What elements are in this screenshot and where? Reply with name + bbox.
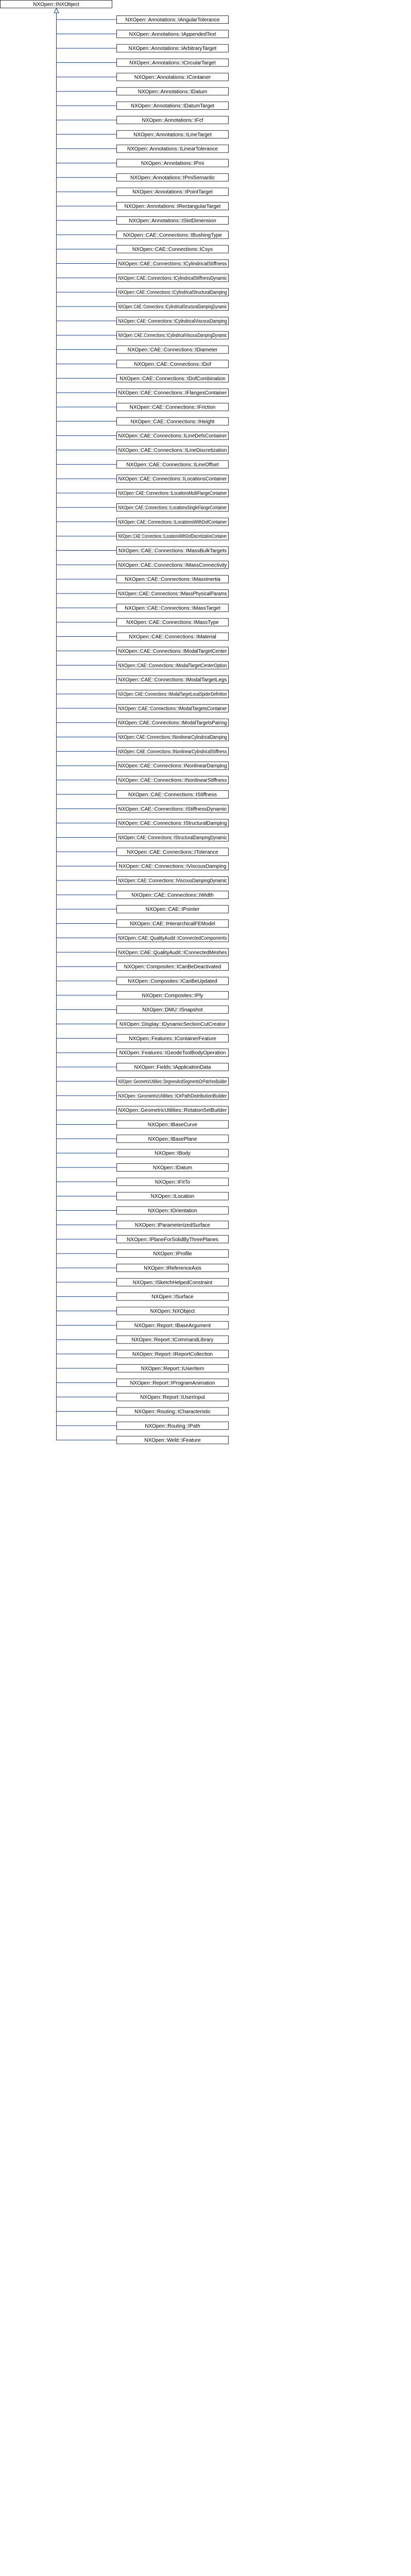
class-node-nxopen-cae-connections-inonlineardamping[interactable] [117,762,229,770]
class-node-nxopen-cae-connections-icsys[interactable] [117,245,229,253]
class-node-label: NXOpen::Annotations::IPmi [141,161,204,166]
class-node-nxopen-ibaseplane[interactable] [117,1135,229,1143]
class-node-nxopen-geometricutilities-degreesandsegmentsorpatchesbuilder[interactable] [117,1077,229,1085]
class-node-label: NXOpen::CAE::Connections::IMassType [126,620,219,626]
class-node-nxopen-cae-connections-ilocationssingleflangecontainer[interactable] [117,503,229,511]
class-node-label: NXOpen::Composites::ICanBeUpdated [128,978,217,985]
class-node-label: NXOpen::CAE::Connections::ILineOffset [126,462,219,468]
class-node-nxopen-cae-connections-inonlinearcylindricaldamping[interactable] [117,733,229,741]
class-node-label: NXOpen::Annotations::IDatum [138,89,208,95]
class-node-label: NXOpen::GeometricUtilities::DegreesAndSegmentsOrPatchesBuilder [118,1079,227,1085]
class-node-label: NXOpen::ISketchHelpedConstraint [132,1280,213,1286]
class-node-label: NXOpen::GeometricUtilities::IOrPathDistributionBuilder [118,1093,228,1099]
class-node-label: NXOpen::IPlaneForSolidByThreePlanes [127,1236,218,1243]
class-node-nxopen-ilocation[interactable] [117,1192,229,1200]
class-node-nxopen-cae-qualityaudit-iconnectedmeshes[interactable] [117,948,229,956]
class-node-nxopen-annotations-iappendedtext[interactable] [117,30,229,38]
class-node-nxopen-cae-connections-imasstype[interactable] [117,618,229,626]
class-node-nxopen-cae-connections-ilocationswithdofcontainer[interactable] [117,518,229,526]
class-node-label: NXOpen::Report::ICommandLibrary [131,1337,214,1343]
class-node-label: NXOpen::CAE::Connections::IFriction [129,404,216,411]
class-node-nxopen-cae-connections-icylindricalviscousdampingdynamic[interactable] [117,331,229,339]
class-node-nxopen-annotations-idatum[interactable] [117,88,229,95]
root-node[interactable] [1,1,112,8]
class-node-nxopen-cae-connections-ilinedefscontainer[interactable] [117,432,229,439]
class-node-label: NXOpen::Annotations::ILinearTolerance [127,146,218,152]
class-node-label: NXOpen::CAE::Connections::IModalTargetCenter [118,648,228,654]
class-node-label: NXOpen::Annotations::ICircularTarget [129,60,216,66]
class-node-label: NXOpen::IReferenceAxis [144,1265,201,1272]
class-node-nxopen-iparameterizedsurface[interactable] [117,1221,229,1229]
class-node-label: NXOpen::Annotations::ILineTarget [133,132,212,138]
class-node-nxopen-routing-icharacteristic[interactable] [117,1408,229,1415]
class-node-label: NXOpen::CAE::Connections::ILocationsWithDofDiscretizationContainer [118,534,227,540]
class-node-label: NXOpen::CAE::Connections::INonlinearStiffness [118,777,227,784]
class-node-nxopen-composites-icanbeupdated[interactable] [117,977,229,985]
class-node-nxopen-annotations-ipmi[interactable] [117,159,229,167]
class-node-nxopen-isurface[interactable] [117,1293,229,1300]
class-node-nxopen-cae-connections-icylindricalstiffnessdynamic[interactable] [117,274,229,282]
class-node-label: NXOpen::Annotations::IFcf [142,117,203,124]
class-node-nxopen-cae-connections-istructuraldamping[interactable] [117,819,229,827]
class-node-label: NXOpen::Report::IUserInput [140,1395,205,1401]
class-node-label: NXOpen::CAE::Connections::ILineDiscretization [118,448,227,453]
class-node-label: NXOpen::CAE::Connections::IHeight [130,419,215,425]
class-node-nxopen-cae-connections-imodaltargetlocalspiderdefinition[interactable] [117,690,229,698]
class-node-label: NXOpen::CAE::Connections::ILocationsMultiFlangeContainer [118,490,228,497]
class-node-label: NXOpen::GeometricUtilities::RotationSetBuilder [118,1108,228,1114]
class-node-label: NXOpen::Features::IContainerFeature [129,1036,216,1042]
class-node-nxopen-cae-connections-ilinediscretization[interactable] [117,446,229,454]
class-node-label: NXOpen::CAE::Connections::INonlinearDamping [118,763,227,769]
class-node-label: NXOpen::IProfile [153,1251,192,1257]
class-node-nxopen-cae-connections-istructuraldampingdynamic[interactable] [117,834,229,841]
class-node-label: NXOpen::Routing::IPath [145,1423,200,1429]
class-node-nxopen-cae-connections-icylindricalstructuraldampingdynamic[interactable] [117,303,229,311]
class-node-nxopen-composites-icanbedeactivated[interactable] [117,963,229,971]
class-node-nxopen-cae-connections-ilineoffset[interactable] [117,461,229,468]
class-node-label: NXOpen::CAE::Connections::ILineDefsContainer [118,433,228,439]
class-node-label: NXOpen::CAE::Connections::IStiffness [128,792,217,798]
class-node-nxopen-cae-connections-istiffnessdynamic[interactable] [117,805,229,812]
class-node-label: NXOpen::IOrientation [148,1208,197,1214]
class-node-label: NXOpen::Routing::ICharacteristic [134,1409,211,1415]
class-node-nxopen-display-idynamicsectioncutcreator[interactable] [117,1020,229,1028]
child-nodes [117,16,229,1444]
class-node-label: NXOpen::Annotations::IRectangularTarget [124,204,221,210]
class-node-label: NXOpen::CAE::Connections::IStructuralDamping [118,821,227,827]
class-node-label: NXOpen::CAE::Connections::IModalTargetLocalSpiderDefinition [118,691,227,698]
class-node-nxopen-cae-connections-ilocationscontainer[interactable] [117,475,229,483]
class-node-label: NXOpen::CAE::Connections::IWidth [131,892,214,899]
class-node-nxopen-annotations-ilineartolerance[interactable] [117,145,229,152]
class-node-nxopen-cae-connections-iwidth[interactable] [117,891,229,899]
class-node-nxopen-cae-connections-inonlinearcylindricalstiffness[interactable] [117,748,229,755]
class-node-label: NXOpen::CAE::Connections::IViscousDampingDynamic [118,878,227,884]
class-node-label: NXOpen::CAE::Connections::IDiameter [127,347,218,353]
class-node-label: NXOpen::Annotations::IDatumTarget [130,103,215,109]
class-node-label: NXOpen::CAE::Connections::IMassPhysicalParams [118,591,227,597]
class-node-nxopen-cae-connections-idiameter[interactable] [117,346,229,353]
class-node-nxopen-ifitto[interactable] [117,1178,229,1185]
class-node-nxopen-cae-connections-iviscousdamping[interactable] [117,862,229,870]
class-node-nxopen-annotations-islotdimension[interactable] [117,216,229,224]
class-node-nxopen-annotations-icirculartarget[interactable] [117,59,229,66]
class-node-label: NXOpen::DMU::ISnapshot [142,1007,203,1013]
class-node-label: NXOpen::Annotations::IAngularTolerance [125,17,220,23]
class-node-nxopen-annotations-ilinetarget[interactable] [117,130,229,138]
class-node-label: NXOpen::Report::IUserItem [141,1366,204,1372]
class-node-label: NXOpen::CAE::Connections::IMassInertia [125,577,220,583]
class-node-nxopen-cae-connections-idofcombination[interactable] [117,375,229,382]
class-node-label: NXOpen::CAE::Connections::IStructuralDampingDynamic [118,835,227,841]
class-node-nxopen-iplaneforsolidbythreeplanes[interactable] [117,1235,229,1243]
class-node-label: NXOpen::CAE::Connections::ICylindricalViscousDamping [118,318,227,325]
class-node-nxopen-cae-connections-istiffness[interactable] [117,790,229,798]
class-node-label: NXOpen::CAE::Connections::IMassBulkTargets [118,548,227,554]
class-node-label: NXOpen::ISurface [151,1294,194,1300]
class-node-label: NXOpen::Annotations::IArbitraryTarget [128,46,217,52]
class-node-label: NXOpen::CAE::Connections::IViscousDamping [118,863,227,870]
class-node-nxopen-annotations-icontainer[interactable] [117,73,229,81]
class-node-label: NXOpen::ILocation [150,1194,195,1200]
class-node-label: NXOpen::CAE::Connections::ILocationsSingleFlangeContainer [118,505,228,511]
class-node-nxopen-geometricutilities-rotationsetbuilder[interactable] [117,1106,229,1114]
class-node-nxopen-features-igeodetoolbodyoperation[interactable] [117,1049,229,1057]
class-node-nxopen-iprofile[interactable] [117,1250,229,1258]
class-node-nxopen-cae-connections-iviscousdampingdynamic[interactable] [117,877,229,885]
class-node-nxopen-annotations-ipointtarget[interactable] [117,188,229,196]
class-node-nxopen-nxobject[interactable] [117,1307,229,1315]
class-node-label: NXOpen::IParameterizedSurface [134,1222,211,1228]
class-node-nxopen-report-ireportcollection[interactable] [117,1350,229,1358]
class-node-nxopen-ibody[interactable] [117,1149,229,1157]
class-node-label: NXOpen::CAE::Connections::IMaterial [129,634,216,640]
class-node-label: NXOpen::CAE::IHierarchicalFEModel [130,921,215,927]
class-node-nxopen-idatum[interactable] [117,1164,229,1172]
class-node-nxopen-cae-ipointer[interactable] [117,905,229,913]
class-node-label: NXOpen::CAE::Connections::ICylindricalStiffnessDynamic [118,275,227,281]
class-node-nxopen-iorientation[interactable] [117,1207,229,1214]
class-node-nxopen-cae-connections-icylindricalstiffness[interactable] [117,260,229,267]
class-node-nxopen-cae-connections-imassinertia[interactable] [117,575,229,583]
class-node-label: NXOpen::CAE::Connections::INonlinearCylindricalDamping [118,735,227,740]
class-node-label: NXOpen::NXObject [150,1309,195,1314]
class-node-label: NXOpen::CAE::Connections::IModalTargetsPairing [118,720,227,726]
class-node-nxopen-cae-connections-icylindricalstructuraldamping[interactable] [117,289,229,296]
class-node-nxopen-weld-ifeature[interactable] [117,1436,229,1444]
class-node-label: NXOpen::CAE::Connections::INonlinearCylindricalStiffness [118,749,227,755]
class-node-nxopen-cae-connections-iheight[interactable] [117,417,229,425]
class-node-nxopen-report-iprogramanimation[interactable] [117,1379,229,1386]
class-node-label: NXOpen::CAE::Connections::ICylindricalStiffness [118,261,227,267]
class-node-label: NXOpen::Report::IBaseArgument [134,1323,211,1329]
class-node-nxopen-cae-connections-imassconnectivity[interactable] [117,561,229,569]
class-node-nxopen-features-icontainerfeature[interactable] [117,1035,229,1042]
class-node-label: NXOpen::CAE::Connections::IStiffnessDynamic [118,806,227,812]
class-node-nxopen-report-ibaseargument[interactable] [117,1321,229,1329]
class-node-nxopen-cae-connections-ilocationswithdofdiscretizationcontainer[interactable] [117,532,229,540]
class-node-label: NXOpen::Composites::ICanBeDeactivated [124,964,221,970]
class-node-nxopen-cae-connections-imodaltargetlegs[interactable] [117,676,229,684]
class-node-label: NXOpen::CAE::Connections::IMassConnectivity [118,562,227,568]
class-node-nxopen-cae-qualityaudit-iconnectedcomponents[interactable] [117,934,229,942]
class-node-label: NXOpen::CAE::Connections::IFlangesContainer [118,390,228,396]
class-node-label: NXOpen::Fields::IApplicationData [134,1064,211,1071]
class-node-label: NXOpen::CAE::IPointer [145,907,200,913]
class-node-label: NXOpen::CAE::Connections::IDofCombination [119,376,226,382]
class-node-nxopen-cae-connections-imodaltargetcenter[interactable] [117,647,229,655]
class-node-label: NXOpen::Report::IProgramAnimation [130,1380,215,1386]
class-node-nxopen-cae-connections-iflangescontainer[interactable] [117,389,229,397]
class-node-nxopen-report-iuseritem[interactable] [117,1364,229,1372]
inheritance-arrowhead [54,8,59,13]
class-node-nxopen-annotations-iarbitrarytarget[interactable] [117,44,229,52]
class-node-label: NXOpen::CAE::Connections::IModalTargetLegs [118,677,227,683]
class-node-nxopen-cae-connections-inonlinearstiffness[interactable] [117,776,229,784]
class-node-nxopen-cae-connections-idof[interactable] [117,360,229,368]
class-node-label: NXOpen::Features::IGeodeToolBodyOperation [119,1050,226,1056]
class-node-label: NXOpen::IBaseCurve [147,1122,198,1128]
class-node-nxopen-dmu-isnapshot[interactable] [117,1006,229,1013]
class-node-nxopen-cae-connections-ifriction[interactable] [117,403,229,411]
class-node-label: NXOpen::CAE::Connections::ICsys [132,247,213,253]
class-node-label: NXOpen::Composites::IPly [142,993,203,999]
class-node-label: NXOpen::CAE::Connections::ICylindricalViscousDampingDynamic [118,333,227,339]
class-node-label: NXOpen::Annotations::IPmiSemantic [130,175,215,181]
class-node-nxopen-cae-connections-imassphysicalparams[interactable] [117,590,229,598]
class-node-nxopen-cae-connections-imasstarget[interactable] [117,604,229,612]
class-node-nxopen-cae-connections-imodaltargetcenteroption[interactable] [117,662,229,669]
class-node-label: NXOpen::Annotations::IPointTarget [132,189,213,195]
class-node-nxopen-isketchhelpedconstraint[interactable] [117,1278,229,1286]
class-node-label: NXOpen::CAE::QualityAudit::IConnectedComponents [118,935,227,941]
class-node-label: NXOpen::IBasePlane [148,1136,197,1142]
class-node-label: NXOpen::CAE::Connections::IModalTargetCenterOption [118,663,227,669]
class-node-label: NXOpen::CAE::Connections::ICylindricalStructuralDamping [118,290,227,296]
class-node-nxopen-cae-connections-icylindricalviscousdamping[interactable] [117,317,229,325]
class-node-nxopen-routing-ipath[interactable] [117,1422,229,1430]
class-node-nxopen-report-icommandlibrary[interactable] [117,1336,229,1344]
class-node-nxopen-cae-connections-imodaltargetscontainer[interactable] [117,704,229,712]
class-node-nxopen-fields-iapplicationdata[interactable] [117,1063,229,1071]
class-node-nxopen-annotations-idatumtarget[interactable] [117,102,229,110]
class-node-label: NXOpen::IBody [155,1150,191,1157]
class-node-label: NXOpen::IFitTo [155,1179,191,1185]
class-node-label: NXOpen::CAE::Connections::ILocationsWithDofContainer [118,519,228,526]
class-node-nxopen-cae-ihierarchicalfemodel[interactable] [117,920,229,927]
class-node-label: NXOpen::Annotations::ISlotDimension [129,218,216,224]
class-node-label: NXOpen::CAE::Connections::IBushingType [123,232,222,239]
class-node-label: NXOpen::CAE::Connections::ILocationsContainer [118,476,228,482]
class-node-label: NXOpen::Weld::IFeature [144,1437,201,1444]
class-node-nxopen-annotations-ifcf[interactable] [117,116,229,124]
class-node-nxopen-cae-connections-ibushingtype[interactable] [117,231,229,239]
class-node-label: NXOpen::CAE::QualityAudit::IConnectedMeshes [118,950,227,956]
class-node-nxopen-cae-connections-imassbulktargets[interactable] [117,547,229,554]
class-node-nxopen-ibasecurve[interactable] [117,1121,229,1128]
inheritance-edges [54,8,117,1440]
class-node-nxopen-report-iuserinput[interactable] [117,1393,229,1401]
class-node-label: NXOpen::CAE::Connections::ICylindricalStructuralDampingDynamic [118,304,227,310]
class-node-nxopen-annotations-irectangulartarget[interactable] [117,202,229,210]
root-node-label: NXOpen::INXObject [33,2,79,8]
class-node-label: NXOpen::CAE::Connections::IMassTarget [125,605,220,612]
class-node-label: NXOpen::CAE::Connections::ITolerance [127,849,218,855]
class-node-nxopen-geometricutilities-iorpathdistributionbuilder[interactable] [117,1092,229,1099]
class-node-nxopen-composites-iply[interactable] [117,991,229,999]
class-node-nxopen-ireferenceaxis[interactable] [117,1264,229,1272]
class-node-label: NXOpen::Annotations::IContainer [134,74,211,80]
class-node-label: NXOpen::CAE::Connections::IModalTargetsContainer [118,706,228,712]
class-node-label: NXOpen::IDatum [152,1165,193,1171]
class-node-label: NXOpen::Display::IDynamicSectionCutCreator [119,1022,226,1027]
class-node-nxopen-annotations-ipmisemantic[interactable] [117,174,229,181]
class-node-label: NXOpen::Annotations::IAppendedText [129,31,216,38]
class-node-nxopen-annotations-iangulartolerance[interactable] [117,16,229,24]
class-node-label: NXOpen::CAE::Connections::IDof [134,361,211,367]
class-node-nxopen-cae-connections-imaterial[interactable] [117,633,229,640]
class-node-label: NXOpen::Report::IReportCollection [132,1351,213,1358]
class-node-nxopen-cae-connections-itolerance[interactable] [117,848,229,856]
class-node-nxopen-cae-connections-ilocationsmultiflangecontainer[interactable] [117,489,229,497]
class-node-nxopen-cae-connections-imodaltargetspairing[interactable] [117,719,229,726]
